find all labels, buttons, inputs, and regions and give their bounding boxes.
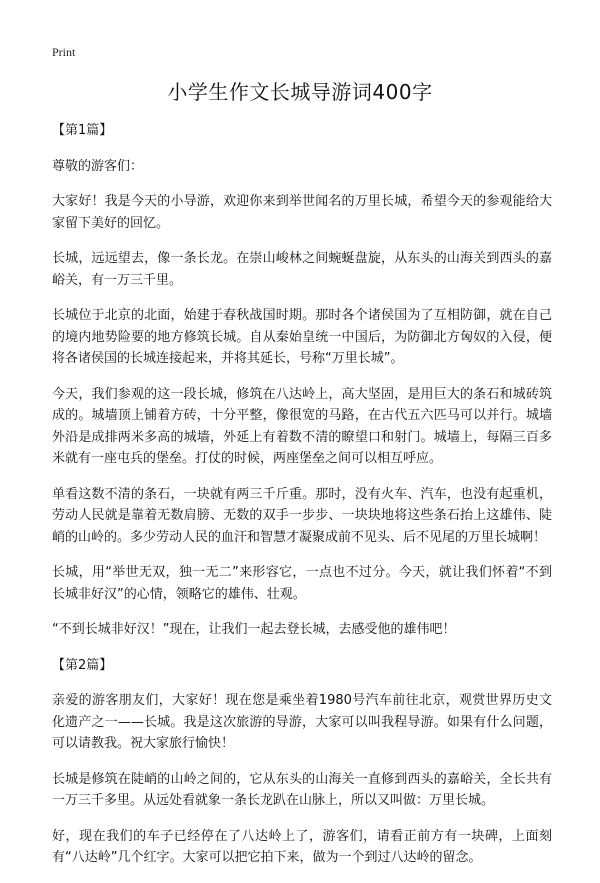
paragraph: 长城，远远望去，像一条长龙。在崇山峻林之间蜿蜒盘旋，从东头的山海关到西头的嘉峪关，有一万三千里。 bbox=[52, 251, 552, 288]
section-heading: 【第1篇】 bbox=[52, 123, 113, 138]
paragraph: 好，现在我们的车子已经停在了八达岭上了，游客们，请看正前方有一块碑，上面刻有“八达岭”几个红字。大家可以把它拍下来，做为一个到过八达岭的留念。 bbox=[52, 828, 552, 865]
salutation: 尊敬的游客们： bbox=[52, 158, 144, 174]
paragraph: 长城位于北京的北面，始建于春秋战国时期。那时各个诸侯国为了互相防御，就在自己的境内地势险要的地方修筑长城。自从秦始皇统一中国后，为防御北方匈奴的入侵，便将各诸侯国的长城连接起来，并将其延长，号称“万里长城”。 bbox=[52, 308, 552, 366]
section-heading: 【第2篇】 bbox=[52, 657, 113, 673]
paragraph: 大家好！我是今天的小导游，欢迎你来到举世闻名的万里长城，希望今天的参观能给大家留下美好的回忆。 bbox=[52, 194, 552, 231]
paragraph: 今天，我们参观的这一段长城，修筑在八达岭上，高大坚固，是用巨大的条石和城砖筑成的。城墙顶上铺着方砖，十分平整，像很宽的马路，在古代五六匹马可以并行。城墙外沿是成排两米多高的城墙，外延上有着数不清的瞭望口和射门。城墙上，每隔三百多米就有一座屯兵的堡垒。打仗的时候，两座堡垒之间可以相互呼应。 bbox=[52, 386, 552, 466]
paragraph: 单看这数不清的条石，一块就有两三千斤重。那时，没有火车、汽车，也没有起重机，劳动人民就是靠着无数肩膀、无数的双手一步步、一块块地将这些条石抬上这雄伟、陡峭的山岭的。多少劳动人民的血汗和智慧才凝聚成前不见头、后不见尾的万里长城啊！ bbox=[52, 486, 552, 545]
document-title: 小学生作文长城导游词400字 bbox=[167, 80, 433, 104]
paragraph: “不到长城非好汉！”现在，让我们一起去登长城，去感受他的雄伟吧！ bbox=[52, 622, 456, 637]
paragraph: 亲爱的游客朋友们，大家好！现在您是乘坐着1980号汽车前往北京，观赏世界历史文化遗产之一——长城。我是这次旅游的导游，大家可以叫我程导游。如果有什么问题，可以请教我。祝大家旅行愉快！ bbox=[52, 693, 552, 751]
paragraph: 长城，用“举世无双，独一无二”来形容它，一点也不过分。今天，就让我们怀着“不到长城非好汉”的心情，领略它的雄伟、壮观。 bbox=[52, 565, 552, 602]
paragraph: 长城是修筑在陡峭的山岭之间的，它从东头的山海关一直修到西头的嘉峪关，全长共有一万三千多里。从远处看就象一条长龙趴在山脉上，所以又叫做：万里长城。 bbox=[52, 771, 552, 808]
section-1 bbox=[52, 120, 552, 641]
document-body bbox=[52, 120, 552, 883]
print-link[interactable]: Print bbox=[52, 45, 76, 59]
section-2 bbox=[52, 655, 552, 869]
